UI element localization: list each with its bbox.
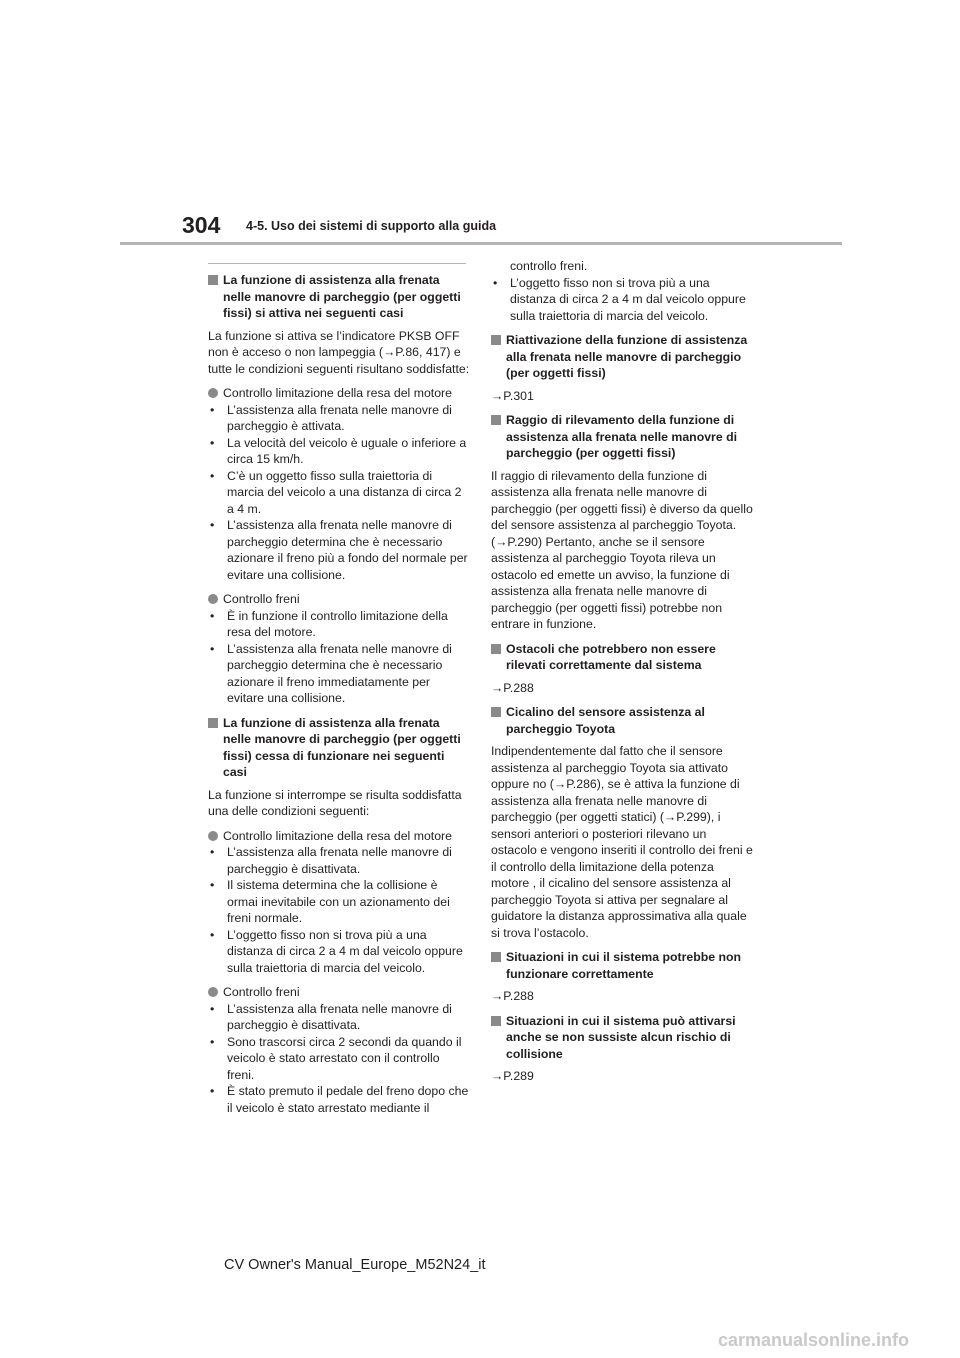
bullet-list [491,275,753,325]
heading: Situazioni in cui il sistema può attivarsi anche se non sussiste alcun rischio di collisione [491,1013,753,1063]
page-reference-link[interactable]: →P.288 [491,680,534,695]
list-item: • L’assistenza alla frenata nelle manovre di parcheggio determina che è necessario azionare il freno immediatamente per evitare una collisione. [208,641,470,707]
square-bullet-icon [208,275,218,285]
list-item: • L’assistenza alla frenata nelle manovre di parcheggio è disattivata. [208,844,470,877]
page-number: 304 [182,212,221,238]
square-bullet-icon [491,1016,501,1026]
heading: Raggio di rilevamento della funzione di assistenza alla frenata nelle manovre di parcheggio (per oggetti fissi) [491,412,753,462]
heading: Cicalino del sensore assistenza al parcheggio Toyota [491,704,753,737]
paragraph: La funzione si attiva se l’indicatore PKSB OFF non è acceso o non lampeggia (→P.86, 417) e tutte le condizioni seguenti risultano soddisfatte: [208,328,470,376]
bullet-list [208,608,470,707]
list-item: • L’assistenza alla frenata nelle manovre di parcheggio determina che è necessario azionare il freno più a fondo del normale per evitare una collisione. [208,517,470,583]
list-item: • L’oggetto fisso non si trova più a una distanza di circa 2 a 4 m dal veicolo oppure sulla traiettoria di marcia del veicolo. [208,927,470,977]
square-bullet-icon [491,952,501,962]
subheading: Controllo limitazione della resa del motore [208,385,470,402]
bullet-list [208,402,470,584]
list-item: • È in funzione il controllo limitazione della resa del motore. [208,608,470,641]
page-reference-link[interactable]: →P.288 [491,989,534,1003]
subheading: Controllo limitazione della resa del motore [208,828,470,845]
list-item: • Sono trascorsi circa 2 secondi da quando il veicolo è stato arrestato con il controllo freni. [208,1034,470,1084]
left-column [208,258,470,1124]
right-column [491,258,753,1093]
section-title: 4-5. Uso dei sistemi di supporto alla guida [246,219,497,233]
list-item: • È stato premuto il pedale del freno dopo che il veicolo è stato arrestato mediante il [208,1083,470,1116]
paragraph: Indipendentemente dal fatto che il sensore assistenza al parcheggio Toyota sia attivato oppure no (→P.286), se è attiva la funzione di assistenza alla frenata nelle manovre di parcheggio (per oggetti statici) (→P.299), i sensori anteriori o posteriori rilevano un ostacolo e vengono inseriti il controllo dei freni e il controllo della limitazione della potenza motore , il cicalino del sensore assistenza al parcheggio Toyota si attiva per segnalare al guidatore la distanza approssimativa alla quale si trova l’ostacolo. [491,744,753,940]
circle-bullet-icon [208,987,218,997]
column-divider [208,263,466,264]
circle-bullet-icon [208,388,218,398]
page-reference-link[interactable]: →P.289 [491,1069,534,1083]
paragraph: Il raggio di rilevamento della funzione di assistenza alla frenata nelle manovre di parcheggio (per oggetti fissi) è diverso da quello del sensore assistenza al parcheggio Toyota. (→P.290) Pertanto, anche se il sensore assistenza al parcheggio Toyota rileva un ostacolo ed emette un avviso, la funzione di assistenza alla frenata nelle manovre di parcheggio (per oggetti fissi) potrebbe non entrare in funzione. [491,468,753,631]
circle-bullet-icon [208,594,218,604]
list-item: • La velocità del veicolo è uguale o inferiore a circa 15 km/h. [208,435,470,468]
list-item: • Il sistema determina che la collisione è ormai inevitabile con un azionamento dei freni normale. [208,877,470,927]
heading: Riattivazione della funzione di assistenza alla frenata nelle manovre di parcheggio (per oggetti fissi) [491,332,753,382]
header-divider [120,242,842,245]
heading: La funzione di assistenza alla frenata nelle manovre di parcheggio (per oggetti fissi) si attiva nei seguenti casi [208,272,470,322]
watermark: carmanualsonline.info [718,1330,910,1350]
paragraph: La funzione si interrompe se risulta soddisfatta una delle condizioni seguenti: [208,787,462,818]
square-bullet-icon [208,718,218,728]
subheading: Controllo freni [208,984,470,1001]
heading: La funzione di assistenza alla frenata nelle manovre di parcheggio (per oggetti fissi) cessa di funzionare nei seguenti casi [208,715,470,781]
page-reference-link[interactable]: →P.301 [491,388,534,403]
footer-manual-name: CV Owner's Manual_Europe_M52N24_it [224,1257,486,1273]
continued-text: controllo freni. [510,259,588,273]
subheading: Controllo freni [208,591,470,608]
heading: Ostacoli che potrebbero non essere rilevati correttamente dal sistema [491,641,753,674]
square-bullet-icon [491,707,501,717]
square-bullet-icon [491,644,501,654]
circle-bullet-icon [208,831,218,841]
bullet-list [208,1001,470,1117]
list-item: • L’oggetto fisso non si trova più a una distanza di circa 2 a 4 m dal veicolo oppure sulla traiettoria di marcia del veicolo. [491,275,753,325]
page-header [0,0,960,250]
list-item: • L’assistenza alla frenata nelle manovre di parcheggio è disattivata. [208,1001,470,1034]
list-item: • C’è un oggetto fisso sulla traiettoria di marcia del veicolo a una distanza di circa 2 a 4 m. [208,468,470,518]
list-item: • L’assistenza alla frenata nelle manovre di parcheggio è attivata. [208,402,470,435]
square-bullet-icon [491,335,501,345]
bullet-list [208,844,470,976]
heading: Situazioni in cui il sistema potrebbe non funzionare correttamente [491,949,753,982]
square-bullet-icon [491,415,501,425]
